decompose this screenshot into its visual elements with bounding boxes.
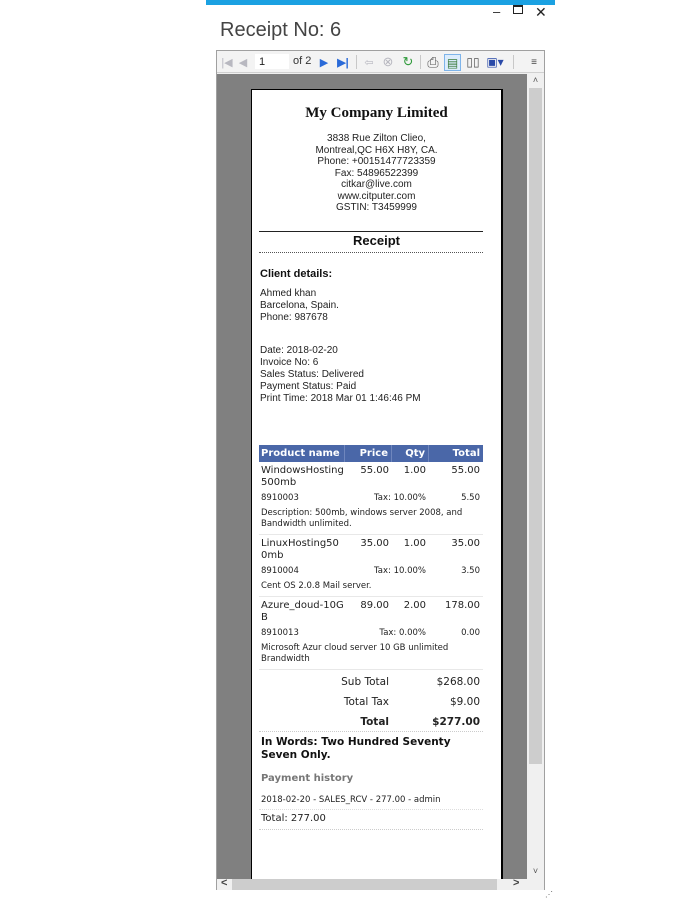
product-qty: 1.00: [403, 465, 426, 476]
print-time: Print Time: 2018 Mar 01 1:46:46 PM: [260, 393, 421, 404]
stop-button[interactable]: ⊗: [382, 54, 394, 69]
website-line: www.citputer.com: [337, 190, 416, 202]
client-details-heading: Client details:: [260, 268, 333, 280]
product-qty: 1.00: [403, 538, 426, 549]
payment-history-heading: Payment history: [261, 773, 354, 784]
column-product-name: Product name: [259, 445, 345, 462]
table-header: [259, 445, 483, 462]
product-code: 8910003: [261, 493, 299, 503]
payment-history-row: 2018-02-20 - SALES_RCV - 277.00 - admin: [259, 784, 483, 810]
product-tax-amount: 3.50: [461, 566, 480, 576]
window-title: Receipt No: 6: [220, 19, 342, 41]
product-tax-rate: Tax: 10.00%: [373, 493, 426, 503]
product-total: 55.00: [451, 465, 480, 476]
sales-status: Sales Status: Delivered: [260, 369, 364, 380]
company-address: [252, 133, 501, 214]
maximize-button[interactable]: [513, 5, 523, 14]
print-button[interactable]: ⎙: [427, 53, 439, 70]
company-name: My Company Limited: [305, 105, 448, 121]
items-table: [259, 445, 483, 830]
prev-page-button[interactable]: ◀: [238, 56, 248, 69]
report-viewer: [216, 50, 545, 890]
client-details: [260, 288, 339, 324]
page-setup-button[interactable]: ▯▯: [466, 55, 480, 69]
product-total: 178.00: [445, 600, 480, 611]
phone-line: Phone: +00151477723359: [317, 156, 436, 167]
table-row: [259, 597, 483, 670]
product-tax-amount: 5.50: [461, 493, 480, 503]
refresh-button[interactable]: ↻: [402, 54, 414, 69]
sub-total-value: $268.00: [436, 676, 480, 688]
scroll-down-button[interactable]: ˅: [532, 866, 539, 876]
scroll-left-button[interactable]: <: [221, 877, 228, 889]
column-price: Price: [345, 445, 392, 462]
product-total: 35.00: [451, 538, 480, 549]
next-page-button[interactable]: ▶: [319, 56, 329, 69]
scrollbar-corner: [527, 879, 544, 890]
sub-total-label: Sub Total: [341, 676, 389, 688]
page-count-label: of 2: [293, 55, 312, 67]
address-line: 3838 Rue Zilton Clieo,: [327, 133, 426, 144]
product-description: Cent OS 2.0.8 Mail server.: [259, 579, 483, 597]
close-button[interactable]: ✕: [535, 4, 547, 20]
product-code: 8910013: [261, 628, 299, 638]
current-page-input[interactable]: [255, 54, 289, 69]
horizontal-scrollbar[interactable]: [217, 879, 527, 890]
receipt-page: [251, 89, 503, 879]
receipt-title: Receipt: [353, 233, 400, 248]
product-qty: 2.00: [403, 600, 426, 611]
invoice-meta: [260, 345, 421, 405]
invoice-number: Invoice No: 6: [260, 357, 319, 368]
toolbar-separator: [513, 55, 514, 69]
product-description: Microsoft Azur cloud server 10 GB unlimited Brandwidth: [259, 641, 483, 670]
client-name: Ahmed khan: [260, 288, 317, 299]
total-tax-row: [259, 692, 483, 712]
payment-status: Payment Status: Paid: [260, 381, 357, 392]
product-price: 35.00: [360, 538, 389, 549]
email-line: citkar@live.com: [341, 179, 412, 190]
toolbar-separator: [420, 55, 421, 69]
amount-in-words: In Words: Two Hundred Seventy Seven Only.: [261, 736, 451, 761]
print-layout-button[interactable]: ▤: [444, 54, 461, 71]
column-total: Total: [452, 448, 480, 459]
address-line: Montreal,QC H6X H8Y, CA.: [315, 144, 438, 156]
client-phone: Phone: 987678: [260, 312, 328, 323]
column-qty: Qty: [392, 445, 429, 462]
product-price: 55.00: [360, 465, 389, 476]
product-name: Azure_doud-10GB: [261, 600, 344, 623]
report-toolbar: [217, 51, 544, 73]
report-viewer-window: [206, 0, 555, 900]
scroll-up-button[interactable]: ˄: [532, 75, 539, 85]
toolbar-separator: [356, 55, 357, 69]
back-button[interactable]: ⇦: [364, 56, 374, 69]
payment-total: Total: 277.00: [259, 810, 483, 830]
export-button[interactable]: ▣▾: [486, 55, 504, 69]
first-page-button[interactable]: |◀: [221, 56, 233, 69]
product-tax-amount: 0.00: [461, 628, 480, 638]
minimize-button[interactable]: –: [493, 4, 501, 19]
resize-grip-icon[interactable]: ⋰: [545, 890, 553, 899]
scroll-right-button[interactable]: >: [513, 877, 520, 889]
total-tax-value: $9.00: [449, 696, 480, 708]
table-row: [259, 535, 483, 597]
toolbar-overflow-button[interactable]: ≡: [531, 56, 537, 68]
divider: [259, 231, 483, 232]
product-tax-rate: Tax: 0.00%: [379, 628, 426, 638]
sub-total-row: [259, 672, 483, 692]
document-area: [217, 74, 527, 879]
product-description: Description: 500mb, windows server 2008, and Bandwidth unlimited.: [259, 506, 483, 535]
table-row: [259, 462, 483, 535]
gstin-line: GSTIN: T3459999: [336, 202, 417, 213]
last-page-button[interactable]: ▶|: [337, 56, 349, 69]
grand-total-label: Total: [360, 715, 389, 728]
window-accent-bar: [206, 0, 555, 5]
fax-line: Fax: 54896522399: [334, 167, 419, 179]
product-tax-rate: Tax: 10.00%: [373, 566, 426, 576]
invoice-date: Date: 2018-02-20: [260, 345, 338, 356]
client-address: Barcelona, Spain.: [260, 300, 339, 311]
product-code: 8910004: [261, 566, 299, 576]
product-price: 89.00: [360, 600, 389, 611]
grand-total-value: $277.00: [432, 715, 480, 728]
grand-total-row: [259, 712, 483, 732]
vertical-scroll-thumb[interactable]: [529, 88, 542, 764]
dotted-divider: [259, 252, 483, 253]
vertical-scrollbar[interactable]: [527, 74, 544, 879]
total-tax-label: Total Tax: [343, 696, 389, 708]
horizontal-scroll-thumb[interactable]: [232, 879, 497, 890]
product-name: LinuxHosting500mb: [261, 538, 339, 561]
product-name: WindowsHosting500mb: [261, 465, 344, 488]
